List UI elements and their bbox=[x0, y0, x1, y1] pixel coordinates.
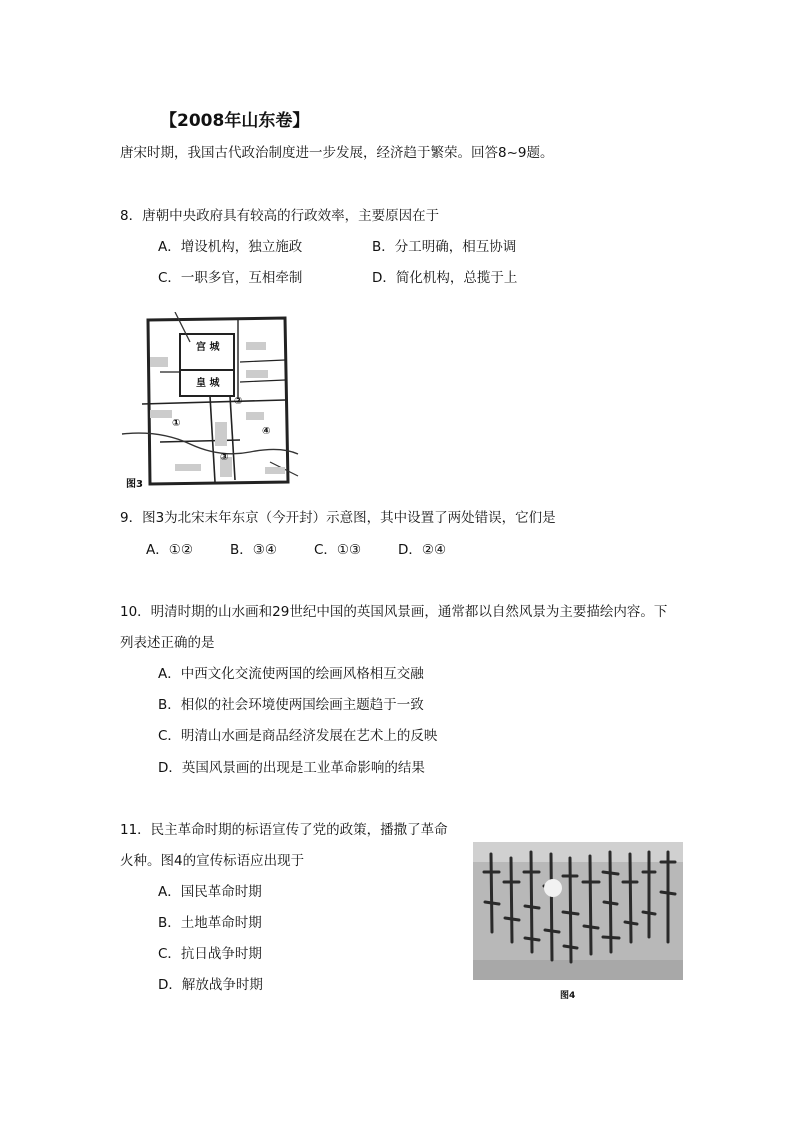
q11-option-b: B．土地革命时期 bbox=[158, 915, 262, 931]
palace-city-label: 宫 城 bbox=[196, 342, 220, 353]
figure-3-caption: 图3 bbox=[126, 479, 143, 490]
question-10-stem-line1: 10．明清时期的山水画和29世纪中国的英国风景画，通常都以自然风景为主要描绘内容。下 bbox=[120, 604, 668, 620]
question-9-stem: 9．图3为北宋末年东京（今开封）示意图，其中设置了两处错误，它们是 bbox=[120, 510, 556, 526]
marker-2: ② bbox=[234, 396, 243, 407]
q8-option-b: B．分工明确，相互协调 bbox=[372, 239, 517, 255]
marker-4: ④ bbox=[262, 426, 271, 437]
question-10-stem-line2: 列表述正确的是 bbox=[120, 635, 215, 651]
q11-option-a: A．国民革命时期 bbox=[158, 884, 262, 900]
figure-4-caption: 图4 bbox=[560, 991, 576, 1001]
q8-option-d: D．简化机构，总揽于上 bbox=[372, 270, 518, 286]
q10-option-a: A．中西文化交流使两国的绘画风格相互交融 bbox=[158, 666, 424, 682]
slogan-wall-image bbox=[473, 842, 683, 980]
q10-option-d: D．英国风景画的出现是工业革命影响的结果 bbox=[158, 760, 425, 776]
q9-option-d: D．②④ bbox=[398, 542, 447, 558]
question-11-stem-line1: 11．民主革命时期的标语宣传了党的政策，播撒了革命 bbox=[120, 822, 448, 838]
q9-option-a: A．①② bbox=[146, 542, 193, 558]
marker-3: ③ bbox=[220, 452, 229, 463]
q10-option-b: B．相似的社会环境使两国绘画主题趋于一致 bbox=[158, 697, 424, 713]
marker-1: ① bbox=[172, 418, 181, 429]
q11-option-c: C．抗日战争时期 bbox=[158, 946, 262, 962]
q8-option-a: A．增设机构，独立施政 bbox=[158, 239, 303, 255]
question-8-stem: 8．唐朝中央政府具有较高的行政效率，主要原因在于 bbox=[120, 208, 440, 224]
q10-option-c: C．明清山水画是商品经济发展在艺术上的反映 bbox=[158, 728, 438, 744]
page-title: 【2008年山东卷】 bbox=[160, 111, 310, 131]
q11-option-d: D．解放战争时期 bbox=[158, 977, 263, 993]
figure-3-map bbox=[120, 312, 300, 492]
q9-option-b: B．③④ bbox=[230, 542, 277, 558]
question-11-stem-line2: 火种。图4的宣传标语应出现于 bbox=[120, 853, 305, 869]
intro-text: 唐宋时期，我国古代政治制度进一步发展，经济趋于繁荣。回答8~9题。 bbox=[120, 145, 554, 161]
q9-option-c: C．①③ bbox=[314, 542, 362, 558]
figure-4-photo bbox=[473, 842, 683, 980]
imperial-city-label: 皇 城 bbox=[196, 378, 220, 389]
q8-option-c: C．一职多官，互相牵制 bbox=[158, 270, 303, 286]
